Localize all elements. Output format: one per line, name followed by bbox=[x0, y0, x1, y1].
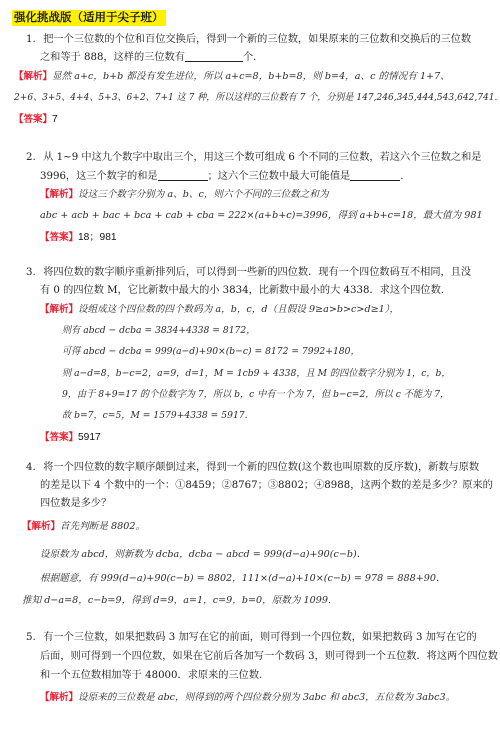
analysis-tag: 【解析】 bbox=[40, 304, 79, 315]
question-2-solution-line-1: 【解析】设这三个数字分别为 a、b、c，则六个不同的三位数之和为 bbox=[40, 189, 329, 200]
answer-blank-sum[interactable] bbox=[158, 170, 208, 181]
question-3-solution-line-3: 可得 abcd − dcba = 999(a−d)+90×(b−c) = 8172 = 7992+180， bbox=[62, 346, 360, 357]
question-5-solution-line-1: 【解析】设原来的三位数是 abc，则得到的两个四位数分别为 3abc 和 abc3，五位数为 3abc3。 bbox=[40, 692, 456, 703]
question-4-line-1: 4. 将一个四位数的数字顺序颠倒过来，得到一个新的四位数(这个数也叫原数的反序数)，新数与原数 bbox=[26, 462, 480, 473]
analysis-tag: 【解析】 bbox=[40, 189, 79, 200]
question-4-line-3: 四位数是多少？ bbox=[40, 498, 112, 509]
question-3-solution-line-2: 则有 abcd − dcba = 3834+4338 = 8172， bbox=[62, 325, 256, 336]
question-1-line-1: 1. 把一个三位数的个位和百位交换后，得到一个新的三位数，如果原来的三位数和交换后的三位数 bbox=[26, 34, 472, 45]
question-1-answer: 【答案】7 bbox=[14, 114, 58, 125]
question-4-solution-line-3: 根据题意，有 999(d−a)+90(c−b) = 8802，111×(d−a)+10×(c−b) = 978 = 888+90． bbox=[40, 573, 446, 584]
question-1-line-2: 之和等于 888，这样的三位数有 个. bbox=[40, 52, 257, 63]
question-number: 1. bbox=[26, 34, 36, 45]
question-5-line-2: 后面，则可得到一个四位数，如果在它前后各加写一个数码 3，则可得到一个五位数．将这两个四位数 bbox=[40, 651, 498, 662]
answer-tag: 【答案】 bbox=[14, 114, 53, 125]
question-2-solution-line-2: abc + acb + bac + bca + cab + cba = 222×(a+b+c)=3996，得到 a+b+c=18，最大值为 981 bbox=[40, 210, 483, 221]
question-4-line-2: 的差是以下 4 个数中的一个：①8459；②8767；③8802；④8988，这两个数的差是多少？原来的 bbox=[40, 480, 493, 491]
analysis-tag: 【解析】 bbox=[14, 71, 53, 82]
section-title: 强化挑战版（适用于尖子班） bbox=[14, 10, 164, 24]
question-number: 4. bbox=[26, 462, 36, 473]
question-1-solution-line-1: 【解析】显然 a+c，b+b 都没有发生进位，所以 a+c=8，b+b=8，则 b=4，a、c 的情况有 1+7、 bbox=[14, 71, 450, 82]
question-4-solution-line-4: 推知 d−a=8，c−b=9，得到 d=9，a=1，c=9，b=0，原数为 1099. bbox=[22, 595, 332, 606]
question-3-solution-line-5: 9，由于 8+9=17 的个位数字为 7，所以 b，c 中有一个为 7，但 b−c=2，所以 c 不能为 7， bbox=[62, 389, 450, 400]
question-number: 5. bbox=[26, 632, 36, 643]
question-5-line-3: 和一个五位数相加等于 48000．求原来的三位数. bbox=[40, 670, 263, 681]
question-1-solution-line-2: 2+6、3+5、4+4、5+3、6+2、7+1 这 7 种，所以这样的三位数有 7 个，分别是 147,246,345,444,543,642,741. bbox=[14, 92, 498, 103]
answer-tag: 【答案】 bbox=[40, 432, 79, 443]
question-number: 3. bbox=[26, 267, 36, 278]
answer-blank-max[interactable] bbox=[350, 170, 400, 181]
question-2-answer: 【答案】18；981 bbox=[40, 232, 117, 243]
question-4-solution-line-1: 【解析】首先判断是 8802。 bbox=[22, 521, 146, 532]
question-3-line-1: 3. 将四位数的数字顺序重新排列后，可以得到一些新的四位数．现有一个四位数码互不相同，且没 bbox=[26, 267, 472, 278]
question-5-line-1: 5. 有一个三位数，如果把数码 3 加写在它的前面，则可得到一个四位数，如果把数码 3 加写在它的 bbox=[26, 632, 477, 643]
question-3-solution-line-6: 故 b=7，c=5，M = 1579+4338 = 5917. bbox=[62, 410, 248, 421]
question-4-solution-line-2: 设原数为 abcd，则新数为 dcba，dcba − abcd = 999(d−a)+90(c−b)． bbox=[40, 549, 367, 560]
answer-blank[interactable] bbox=[185, 51, 243, 62]
analysis-tag: 【解析】 bbox=[40, 692, 79, 703]
answer-tag: 【答案】 bbox=[40, 232, 79, 243]
question-2-line-1: 2. 从 1~9 中这九个数字中取出三个，用这三个数可组成 6 个不同的三位数，若这六个三位数之和是 bbox=[26, 152, 482, 163]
question-3-solution-line-4: 则 a−d=8，b−c=2，a=9，d=1，M = 1cb9 + 4338，且 M 的四位数字分别为 1，c，b， bbox=[62, 368, 451, 379]
question-number: 2. bbox=[26, 152, 36, 163]
question-3-line-2: 有 0 的四位数 M，它比新数中最大的小 3834，比新数中最小的大 4338．求这个四位数. bbox=[40, 285, 445, 296]
analysis-tag: 【解析】 bbox=[22, 521, 61, 532]
question-3-solution-line-1: 【解析】设组成这个四位数的四个数码为 a，b，c，d（且假设 9≥a>b>c>d≥1）， bbox=[40, 304, 400, 315]
question-3-answer: 【答案】5917 bbox=[40, 432, 101, 443]
question-2-line-2: 3996，这三个数字的和是 ；这六个三位数中最大可能值是 . bbox=[40, 171, 404, 182]
